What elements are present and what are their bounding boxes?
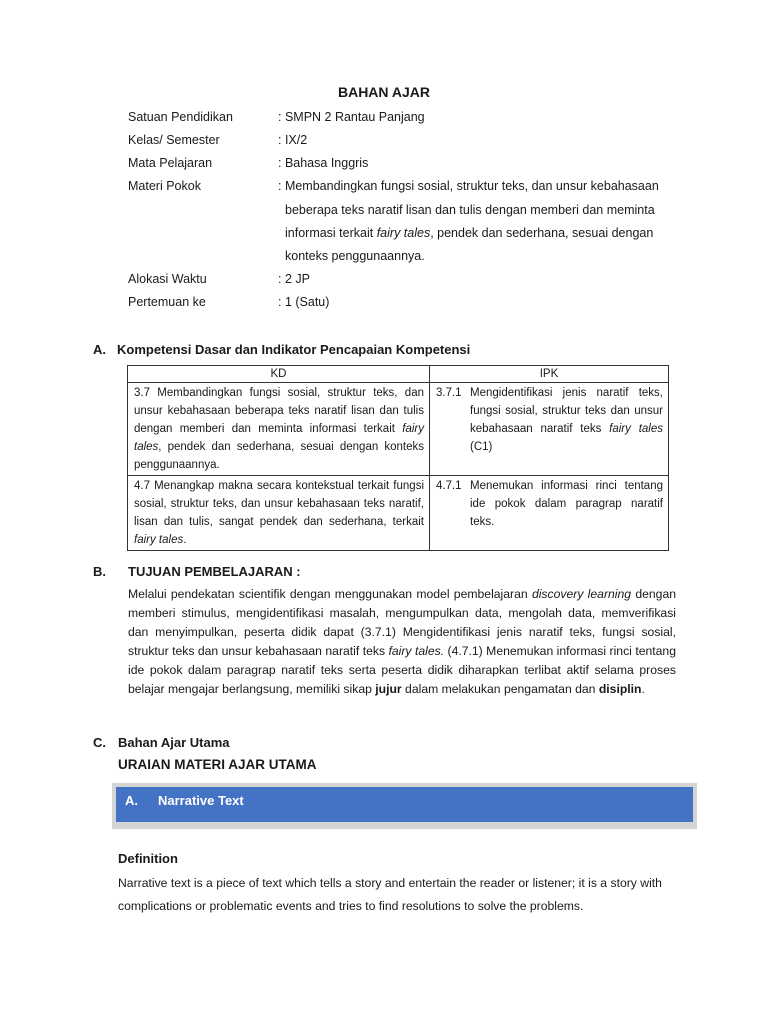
- definition-body: Narrative text is a piece of text which tells a story and entertain the reader or listener; it is a story with complications or problematic events and tries to find resolutions to solve the problems.: [118, 876, 662, 913]
- identity-label: Kelas/ Semester: [128, 133, 220, 147]
- section-c-heading: C. Bahan Ajar Utama: [93, 735, 230, 750]
- kd-cell: 4.7 Menangkap makna secara kontekstual terkait fungsi sosial, struktur teks, dan unsur kebahasaan teks naratif, lisan dan tulis, sangat pendek dan sederhana, terkait fairy tales.: [128, 476, 430, 551]
- ipk-cell: 4.7.1 Menemukan informasi rinci tentang ide pokok dalam paragrap naratif teks.: [430, 476, 669, 551]
- learning-objective-paragraph: Melalui pendekatan scientifik dengan menggunakan model pembelajaran discovery learning dengan memberi stimulus, mengidentifikasi masalah, mengumpulkan data, mengolah data, memverifikasi dan menyimpulkan, peserta didik dapat (3.7.1) Mengidentifikasi jenis naratif teks, fungsi sosial, struktur teks dan unsur kebahasaan naratif teks fairy tales. (4.7.1) Menemukan informasi rinci tentang ide pokok dalam paragrap naratif teks serta peserta didik diharapkan terlibat aktif selama proses belajar mengajar berlangsung, memiliki sikap jujur dalam melakukan pengamatan dan disiplin.: [128, 587, 677, 696]
- competency-table: [127, 365, 669, 551]
- kd-cell: 3.7 Membandingkan fungsi sosial, struktur teks, dan unsur kebahasaan beberapa teks naratif lisan dan tulis dengan memberi dan meminta informasi terkait fairy tales, pendek dan sederhana, sesuai dengan konteks penggunaannya.: [128, 383, 430, 476]
- identity-label: Alokasi Waktu: [128, 272, 207, 286]
- document-title: BAHAN AJAR: [337, 84, 431, 100]
- identity-value: : Membandingkan fungsi sosial, struktur teks, dan unsur kebahasaan: [278, 179, 659, 193]
- banner-title: Narrative Text: [158, 793, 244, 808]
- section-b-heading: B. TUJUAN PEMBELAJARAN :: [93, 564, 301, 579]
- identity-value: : SMPN 2 Rantau Panjang: [278, 110, 425, 124]
- banner-letter: A.: [125, 793, 138, 808]
- identity-value: : Bahasa Inggris: [278, 156, 369, 170]
- identity-label: Materi Pokok: [128, 179, 201, 193]
- definition-title: Definition: [118, 851, 178, 866]
- identity-value: : 1 (Satu): [278, 295, 330, 309]
- identity-label: Satuan Pendidikan: [128, 110, 233, 124]
- narrative-text-banner: [116, 787, 693, 822]
- identity-value: : IX/2: [278, 133, 308, 147]
- table-header-ipk: IPK: [430, 366, 669, 383]
- identity-label: Mata Pelajaran: [128, 156, 213, 170]
- main-material-subheading: URAIAN MATERI AJAR UTAMA: [118, 757, 317, 772]
- section-a-heading: A. Kompetensi Dasar dan Indikator Pencapaian Kompetensi: [93, 342, 471, 357]
- ipk-cell: 3.7.1 Mengidentifikasi jenis naratif teks, fungsi sosial, struktur teks dan unsur kebahasaan naratif teks fairy tales (C1): [430, 383, 669, 476]
- identity-label: Pertemuan ke: [128, 295, 206, 309]
- identity-value: : 2 JP: [278, 272, 310, 286]
- table-header-kd: KD: [128, 366, 430, 383]
- table-row: [128, 476, 669, 551]
- table-row: [128, 383, 669, 476]
